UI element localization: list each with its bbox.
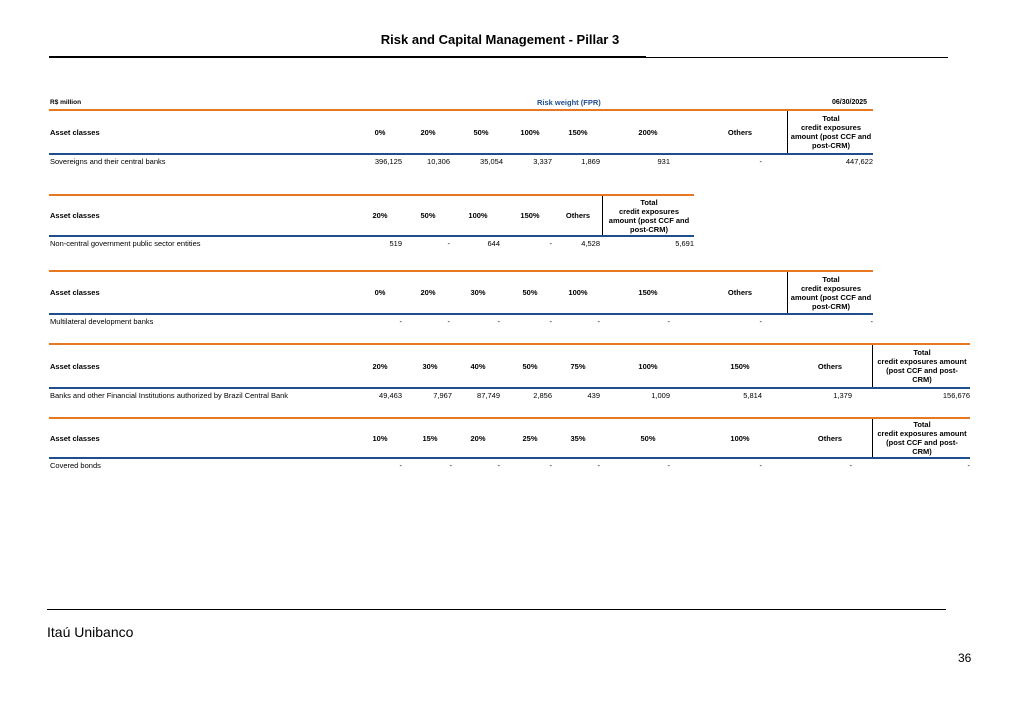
risk-weight-label: Risk weight (FPR) [537, 98, 601, 107]
exposure-table [49, 417, 970, 475]
table-cell: 10,306 [427, 157, 450, 166]
table-cell: - [449, 461, 452, 470]
table-cell: - [399, 317, 402, 326]
table-cell: - [447, 239, 450, 248]
column-header-asset-classes: Asset classes [50, 127, 100, 137]
column-header: 50% [522, 361, 538, 371]
table-cell-total: - [870, 317, 873, 326]
row-label: Banks and other Financial Institutions authorized by Brazil Central Bank [50, 391, 289, 400]
table-cell: 1,009 [651, 391, 670, 400]
table-cell: - [497, 461, 500, 470]
column-header: 150% [638, 288, 658, 297]
table-cell: - [399, 461, 402, 470]
column-header-asset-classes: Asset classes [50, 433, 100, 443]
table-cell: 7,967 [433, 391, 452, 400]
column-header: 30% [422, 361, 438, 371]
column-header: 100% [468, 211, 488, 220]
column-header: 200% [638, 127, 658, 137]
column-header: 100% [730, 433, 750, 443]
exposure-table [49, 109, 873, 171]
table-cell-total: 156,676 [942, 391, 970, 400]
column-header: 150% [730, 361, 750, 371]
company-name: Itaú Unibanco [47, 624, 134, 640]
table-cell: 3,337 [533, 157, 552, 166]
column-header: 0% [374, 288, 386, 297]
column-header-total: Total credit exposures amount (post CCF and post-CRM) [787, 111, 874, 153]
table-cell: - [759, 461, 762, 470]
column-header: 50% [640, 433, 656, 443]
table-cell: 4,528 [581, 239, 600, 248]
column-header: 50% [420, 211, 436, 220]
page-number: 36 [958, 651, 972, 665]
column-header: 0% [374, 127, 386, 137]
row-label: Non-central government public sector entities [50, 239, 201, 248]
column-header: Others [817, 361, 843, 371]
table-cell: 87,749 [477, 391, 500, 400]
column-header: 100% [638, 361, 658, 371]
table-header-rule [49, 457, 970, 459]
table-cell: - [597, 461, 600, 470]
column-header: 100% [568, 288, 588, 297]
table-cell: 35,054 [480, 157, 503, 166]
table-cell: - [549, 317, 552, 326]
column-header-total: Total credit exposures amount (post CCF and post-CRM) [787, 272, 874, 313]
page-title: Risk and Capital Management - Pillar 3 [380, 32, 620, 47]
table-cell: - [849, 461, 852, 470]
table-cell: 644 [487, 239, 500, 248]
row-label: Multilateral development banks [50, 317, 154, 326]
column-header: 10% [372, 433, 388, 443]
table-cell: 1,869 [581, 157, 600, 166]
row-label: Sovereigns and their central banks [50, 157, 166, 166]
table-cell-total: - [967, 461, 970, 470]
table-cell: - [667, 317, 670, 326]
column-header: 50% [522, 288, 538, 297]
row-label: Covered bonds [50, 461, 101, 470]
table-cell: - [497, 317, 500, 326]
column-header: 20% [420, 288, 436, 297]
column-header: 20% [420, 127, 436, 137]
table-cell-total: 447,622 [845, 157, 873, 166]
table-cell: 2,856 [533, 391, 552, 400]
exposure-table [49, 343, 970, 405]
table-header-rule [49, 153, 873, 155]
table-cell: - [447, 317, 450, 326]
column-header: 20% [372, 361, 388, 371]
table-header-rule [49, 235, 694, 237]
table-cell: - [759, 317, 762, 326]
exposure-table [49, 194, 694, 253]
table-cell: 519 [389, 239, 402, 248]
table-cell: 439 [587, 391, 600, 400]
table-cell: - [759, 157, 762, 166]
column-header: 20% [470, 433, 486, 443]
table-cell: - [667, 461, 670, 470]
column-header: 40% [470, 361, 486, 371]
unit-label: R$ million [50, 99, 82, 106]
table-cell: - [597, 317, 600, 326]
column-header-total: Total credit exposures amount (post CCF and post- CRM) [872, 419, 971, 457]
report-date: 06/30/2025 [832, 99, 868, 106]
column-header: 15% [422, 433, 438, 443]
column-header: 30% [470, 288, 486, 297]
table-header-rule [49, 313, 873, 315]
column-header-asset-classes: Asset classes [50, 288, 100, 297]
column-header-total: Total credit exposures amount (post CCF and post- CRM) [872, 345, 971, 387]
table-cell: 49,463 [379, 391, 402, 400]
column-header: 100% [520, 127, 540, 137]
footer-rule [47, 609, 946, 610]
column-header-asset-classes: Asset classes [50, 361, 100, 371]
exposure-table [49, 270, 873, 331]
table-header-rule [49, 387, 970, 389]
column-header: Others [565, 211, 591, 220]
table-cell: - [549, 239, 552, 248]
column-header: 75% [570, 361, 586, 371]
table-cell: 396,125 [374, 157, 402, 166]
column-header-total: Total credit exposures amount (post CCF and post-CRM) [602, 196, 695, 235]
column-header: Others [817, 433, 843, 443]
column-header: 50% [473, 127, 489, 137]
column-header: 25% [522, 433, 538, 443]
column-header: 35% [570, 433, 586, 443]
table-cell: 1,379 [833, 391, 852, 400]
column-header: Others [727, 288, 753, 297]
column-header-asset-classes: Asset classes [50, 211, 100, 220]
table-cell: 5,814 [743, 391, 762, 400]
column-header: Others [727, 127, 753, 137]
table-cell: 931 [657, 157, 670, 166]
column-header: 20% [372, 211, 388, 220]
table-cell: - [549, 461, 552, 470]
column-header: 150% [520, 211, 540, 220]
table-cell-total: 5,691 [675, 239, 694, 248]
header-rule-accent [49, 56, 646, 58]
column-header: 150% [568, 127, 588, 137]
